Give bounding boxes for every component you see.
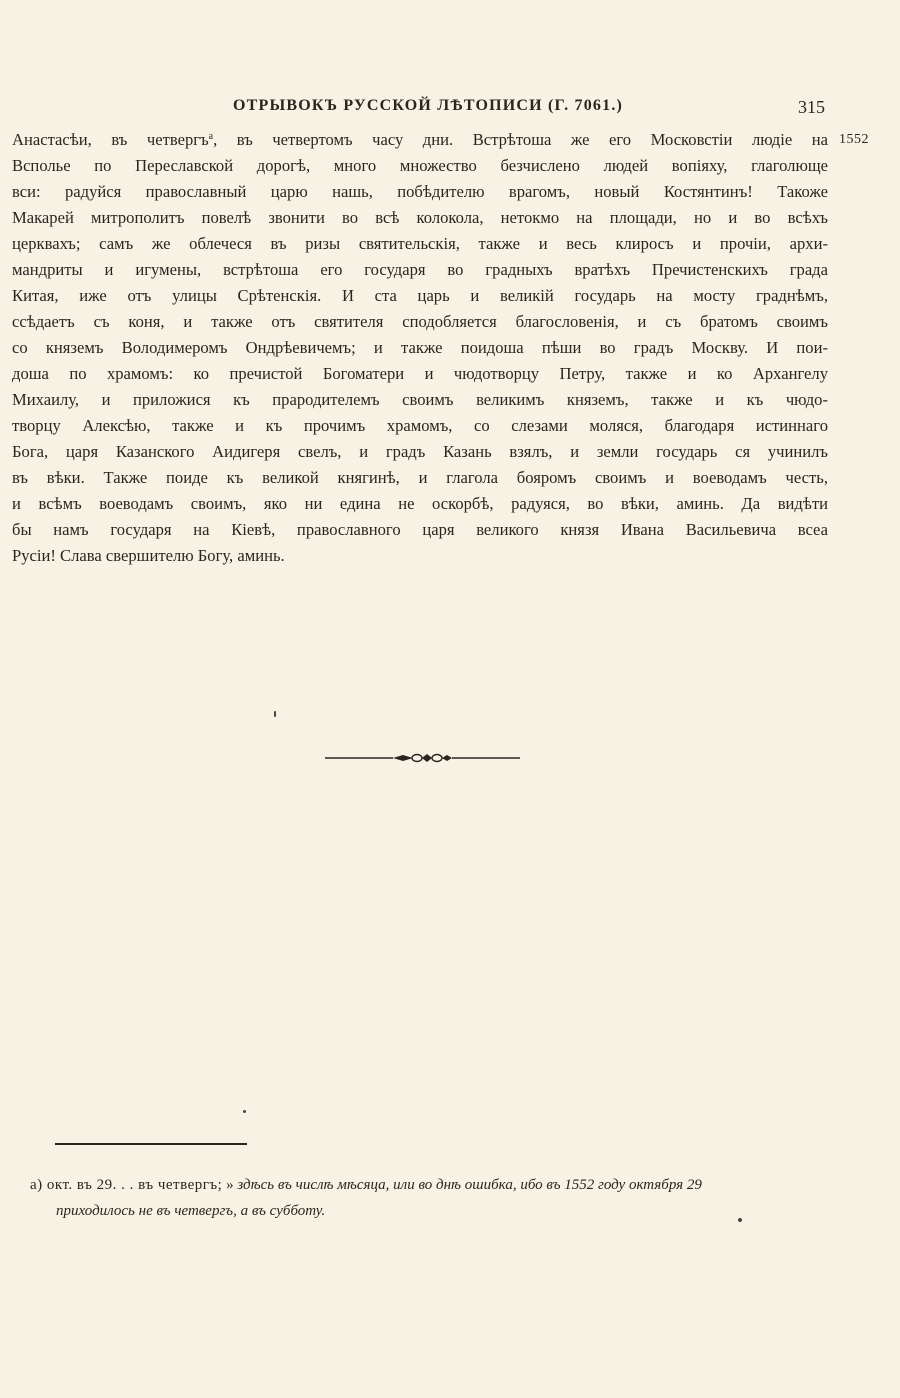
footnote-quote-mark: » [226, 1177, 234, 1193]
text-line: и всѣмъ воеводамъ своимъ, яко ни едина не оскорбѣ, радуяся, во вѣки, аминь. Да видѣти [12, 494, 828, 513]
footnote [30, 1172, 830, 1224]
text-line: Всполье по Переславской дорогѣ, много множество безчислено людей вопіяху, глаголюще [12, 156, 828, 175]
text-line: церквахъ; самъ же облечеся въ ризы святительскія, также и весь клиросъ и прочіи, архи- [12, 234, 828, 253]
footnote-rule [55, 1143, 247, 1145]
page-number: 315 [798, 97, 825, 117]
text-line: вси: радуйся православный царю нашь, побѣдителю врагомъ, новый Костянтинъ! Такоже [12, 182, 828, 201]
line-1-start: Анастасѣи, въ четвергъ [12, 130, 209, 149]
text-line: Бога, царя Казанского Аидигеря свелъ, и градъ Казань взялъ, и земли государь ся учинилъ [12, 442, 828, 461]
text-line: Макарей митрополитъ повелѣ звонити во всѣ колокола, нетокмо на площади, но и во всѣхъ [12, 208, 828, 227]
text-line: Китая, иже отъ улицы Срѣтенскія. И ста царь и великій государь на мосту граднѣмъ, [12, 286, 828, 305]
text-line: ссѣдаетъ съ коня, и также отъ святителя сподобляется благословенія, и съ братомъ своимъ [12, 312, 828, 331]
line-1-rest: , въ четвертомъ часу дни. Встрѣтоша же его Московстіи людіе на [213, 130, 828, 149]
footnote-text: приходилось не въ четвергъ, а въ субботу. [56, 1203, 326, 1219]
text-line: Русіи! Слава свершителю Богу, аминь. [12, 546, 285, 565]
header-title: ОТРЫВОКЪ РУССКОЙ ЛѢТОПИСИ (Г. 7061.) [233, 97, 624, 114]
margin-year-note: 1552 [839, 132, 869, 147]
text-line: мандриты и игумены, встрѣтоша его государя во градныхъ вратѣхъ Пречистенскихъ града [12, 260, 828, 279]
text-line: въ вѣки. Также поиде къ великой княгинѣ, и глагола бояромъ своимъ и воеводамъ честь, [12, 468, 828, 487]
text-line: доша по храмомъ: ко пречистой Богоматери и чюдотворцу Петру, также и ко Архангелу [12, 364, 828, 383]
text-line: бы намъ государя на Кіевѣ, православного царя великого князя Ивана Васильевича всеа [12, 520, 828, 539]
footnote-line-1 [30, 1172, 830, 1198]
footnote-line-2 [30, 1198, 830, 1224]
footnote-marker-a: а [208, 131, 214, 142]
ink-speck [274, 711, 276, 717]
text-line: со княземъ Володимеромъ Ондрѣевичемъ; и также поидоша пѣши во градъ Москву. И пои- [12, 338, 828, 357]
text-line: творцу Алексѣю, также и къ прочимъ храмомъ, со слезами моляся, благодаря истиннаго [12, 416, 828, 435]
chronicle-text [12, 127, 869, 569]
footnote-reference: а) окт. въ 29. . . въ четвергъ; [30, 1177, 223, 1193]
ink-speck [243, 1110, 246, 1113]
running-header [0, 97, 900, 121]
footnote-text: здѣсь въ числѣ мѣсяца, или во днѣ ошибка, ибо въ 1552 году октября 29 [237, 1177, 702, 1193]
text-line-1 [12, 127, 869, 153]
ornament-divider [325, 749, 520, 767]
text-line: Михаилу, и приложися къ прародителемъ своимъ великимъ княземъ, также и къ чюдо- [12, 390, 828, 409]
